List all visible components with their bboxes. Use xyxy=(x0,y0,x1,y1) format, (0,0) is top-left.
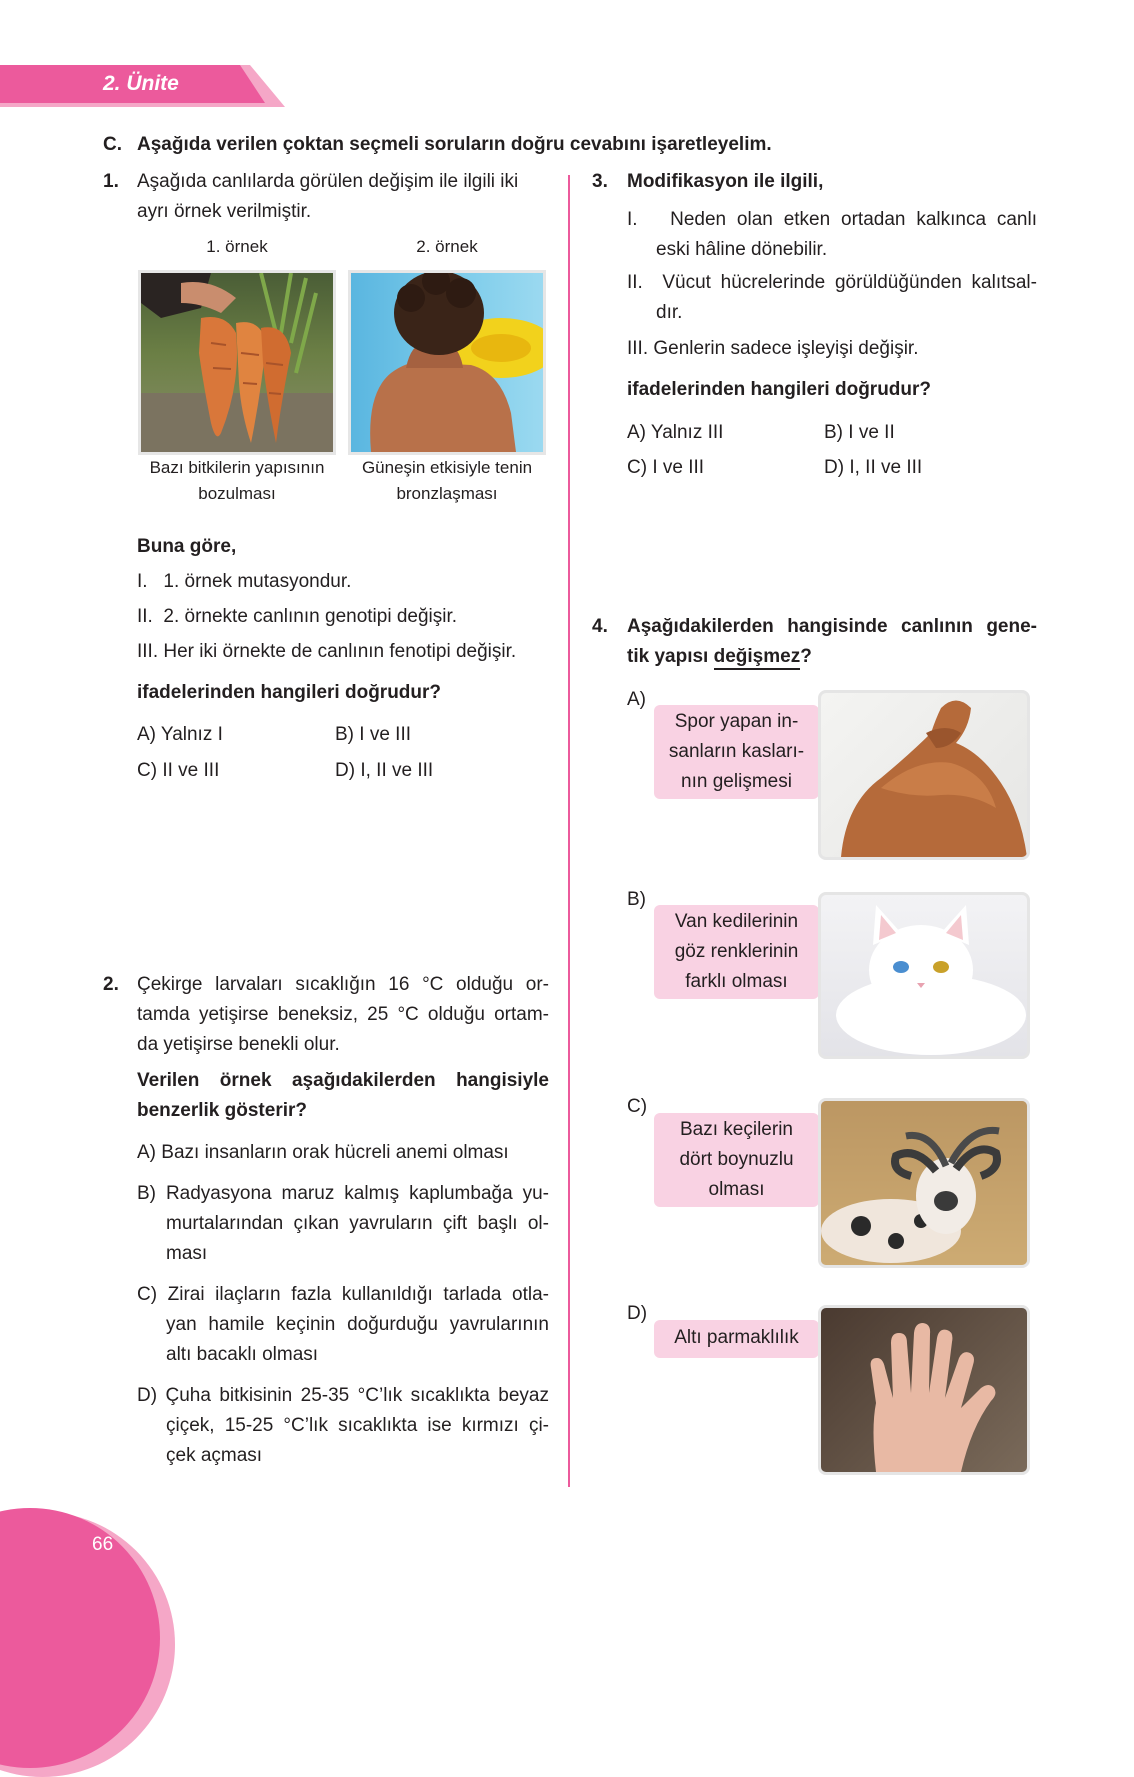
q2-question-line1: Verilen örnek aşağıdakilerden hangisiyle xyxy=(137,1070,549,1091)
q1-example1-caption-line2: bozulması xyxy=(198,484,276,503)
van-cat-photo xyxy=(818,892,1030,1059)
q3-stem: Modifikasyon ile ilgili, xyxy=(627,171,824,192)
four-horned-goat-photo xyxy=(818,1098,1030,1268)
q4-option-c-box[interactable] xyxy=(654,1113,819,1207)
q4-option-a-letter[interactable]: A) xyxy=(627,689,646,710)
q4-number: 4. xyxy=(592,616,608,637)
q3-option-d[interactable]: D) I, II ve III xyxy=(824,457,923,478)
q4-option-a-line2: sanların kasları- xyxy=(668,741,805,762)
q4-option-a-line3: nın gelişmesi xyxy=(681,771,792,792)
q1-statement-1: I. 1. örnek mutasyondur. xyxy=(137,571,352,592)
q2-option-d-line2[interactable]: çiçek, 15-25 °C’lık sıcaklıkta ise kırmızı çi- xyxy=(166,1415,549,1436)
q4-option-a-line1: Spor yapan in- xyxy=(674,711,799,732)
q1-option-b[interactable]: B) I ve III xyxy=(335,724,412,745)
section-letter: C. xyxy=(103,134,122,155)
carrot-illustration xyxy=(141,273,333,452)
hand-illustration xyxy=(821,1308,1027,1472)
six-fingered-hand-photo xyxy=(818,1305,1030,1475)
q4-option-d-box[interactable] xyxy=(654,1320,819,1358)
q1-option-a[interactable]: A) Yalnız I xyxy=(137,724,223,745)
q3-option-b[interactable]: B) I ve II xyxy=(824,422,895,443)
q4-option-c-letter[interactable]: C) xyxy=(627,1096,648,1117)
q2-option-b-line3[interactable]: ması xyxy=(166,1243,208,1264)
unit-label: 2. Ünite xyxy=(103,72,179,95)
q4-option-b-line3: farklı olması xyxy=(685,971,788,992)
q3-statement-2-line2: dır. xyxy=(656,302,683,323)
q4-option-b-line1: Van kedilerinin xyxy=(674,911,799,932)
q2-question-line2: benzerlik gösterir? xyxy=(137,1100,307,1121)
q1-stem-line2: ayrı örnek verilmiştir. xyxy=(137,201,312,222)
goat-illustration xyxy=(821,1101,1027,1265)
page-number: 66 xyxy=(92,1534,114,1555)
q1-example2-label: 2. örnek xyxy=(416,237,478,256)
q4-option-d-letter[interactable]: D) xyxy=(627,1303,648,1324)
q3-option-c[interactable]: C) I ve III xyxy=(627,457,705,478)
column-divider xyxy=(568,175,570,1487)
q2-option-c-line2[interactable]: yan hamile keçinin doğurduğu yavrularının xyxy=(166,1314,549,1335)
q4-stem-line2 xyxy=(627,642,812,672)
q1-option-d[interactable]: D) I, II ve III xyxy=(335,760,434,781)
muscle-arm-illustration xyxy=(821,693,1027,857)
q4-stem-line2-end: ? xyxy=(800,646,812,667)
tanned-boy-photo xyxy=(348,270,546,455)
q1-example2-caption-line2: bronzlaşması xyxy=(396,484,498,503)
q2-option-c-line3[interactable]: altı bacaklı olması xyxy=(166,1344,319,1365)
q2-option-c-line1[interactable]: C) Zirai ilaçların fazla kullanıldığı tarlada otla- xyxy=(137,1284,549,1305)
q2-stem-line2: tamda yetişirse beneksiz, 25 °C olduğu ortam- xyxy=(137,1004,549,1025)
q3-statement-1-line1: I. Neden olan etken ortadan kalkınca canlı xyxy=(627,209,1037,230)
q4-stem-line1: Aşağıdakilerden hangisinde canlının gene- xyxy=(627,616,1037,637)
q2-option-b-line1[interactable]: B) Radyasyona maruz kalmış kaplumbağa yu- xyxy=(137,1183,549,1204)
q1-stem-line1: Aşağıda canlılarda görülen değişim ile ilgili iki xyxy=(137,171,519,192)
q1-example1-caption-line1: Bazı bitkilerin yapısının xyxy=(149,458,325,477)
q4-option-b-letter[interactable]: B) xyxy=(627,889,646,910)
q2-stem-line3: da yetişirse benekli olur. xyxy=(137,1034,340,1055)
q2-number: 2. xyxy=(103,974,119,995)
boy-illustration xyxy=(351,273,543,452)
q1-example1-label: 1. örnek xyxy=(206,237,268,256)
q1-lead: Buna göre, xyxy=(137,536,237,557)
q2-option-a[interactable]: A) Bazı insanların orak hücreli anemi olması xyxy=(137,1142,509,1163)
q4-option-c-line3: olması xyxy=(708,1179,765,1200)
q4-stem-emphasis: değişmez xyxy=(714,646,801,670)
muscle-arm-photo xyxy=(818,690,1030,860)
q2-stem-line1: Çekirge larvaları sıcaklığın 16 °C olduğu or- xyxy=(137,974,549,995)
q1-statement-2: II. 2. örnekte canlının genotipi değişir. xyxy=(137,606,458,627)
q4-option-b-box[interactable] xyxy=(654,905,819,999)
q1-statement-3: III. Her iki örnekte de canlının fenotipi değişir. xyxy=(137,641,517,662)
q3-statement-3: III. Genlerin sadece işleyişi değişir. xyxy=(627,338,919,359)
q4-option-c-line2: dört boynuzlu xyxy=(679,1149,794,1170)
section-title: Aşağıda verilen çoktan seçmeli soruların doğru cevabını işaretleyelim. xyxy=(137,134,772,155)
q4-option-c-line1: Bazı keçilerin xyxy=(680,1119,793,1140)
q1-number: 1. xyxy=(103,171,119,192)
q4-option-a-box[interactable] xyxy=(654,705,819,799)
carrot-photo xyxy=(138,270,336,455)
q3-option-a[interactable]: A) Yalnız III xyxy=(627,422,724,443)
q1-example2-caption-line1: Güneşin etkisiyle tenin xyxy=(361,458,533,477)
q3-statement-2-line1: II. Vücut hücrelerinde görüldüğünden kalıtsal- xyxy=(627,272,1037,293)
q1-option-c[interactable]: C) II ve III xyxy=(137,760,220,781)
q2-option-b-line2[interactable]: murtalarından çıkan yavruların çift başlı ol- xyxy=(166,1213,549,1234)
q3-question: ifadelerinden hangileri doğrudur? xyxy=(627,379,932,400)
q4-stem-line2-start: tik yapısı xyxy=(627,646,714,667)
q2-option-d-line1[interactable]: D) Çuha bitkisinin 25-35 °C’lık sıcaklıkta beyaz xyxy=(137,1385,549,1406)
q1-question: ifadelerinden hangileri doğrudur? xyxy=(137,682,442,703)
q4-option-b-line2: göz renklerinin xyxy=(674,941,799,962)
q2-option-d-line3[interactable]: çek açması xyxy=(166,1445,263,1466)
q3-statement-1-line2: eski hâline dönebilir. xyxy=(656,239,828,260)
q3-number: 3. xyxy=(592,171,608,192)
van-cat-illustration xyxy=(821,895,1027,1056)
q4-option-d-line1: Altı parmaklılık xyxy=(674,1327,799,1348)
